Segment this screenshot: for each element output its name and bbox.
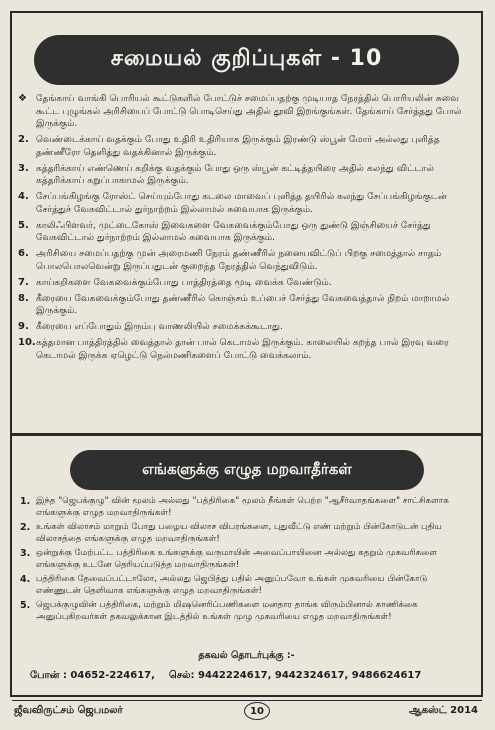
tip-text: தேங்காய் வாங்கி பொரியல் கூட்டுகளில் போட்டுச் சமைப்பதற்கு முடியாத நேரத்தில் பொரியலின் சுவை கூட்ட புழுங்கல் அரிசியைப் போட்டு பொடிசெய்து அதில் தூவி இறங்குங்கள். தேங்காய் சேர்த்தது போல் இருக்கும். xyxy=(36,94,462,129)
request-marker: 5. xyxy=(20,600,31,612)
list-item xyxy=(20,496,470,520)
phone-number: போன் : 04652-224617, xyxy=(30,670,155,681)
list-item xyxy=(18,248,478,273)
page-footer xyxy=(12,700,482,723)
tip-marker: 8. xyxy=(18,292,29,304)
write-to-us-section xyxy=(12,436,481,699)
list-item xyxy=(20,574,470,598)
list-item xyxy=(20,522,470,546)
tip-marker: 9. xyxy=(18,321,29,332)
tip-text: காலிஃபிளவர், முட்டைகோஸ் இவைகளை வேகவைக்கும்போது ஒரு துண்டு இஞ்சியைச் சேர்த்து வேகவிட்டால் துர்நாற்றம் இல்லாமல் சுவையாக இருக்கும். xyxy=(36,220,431,243)
list-item xyxy=(20,548,470,572)
tip-marker: 5. xyxy=(18,219,29,231)
tip-text: கத்தரிக்காய் எண்ணெய் கறிக்கு வதக்கும் போது ஒரு ஸ்பூன் கட்டித்தயிரை அதில் கலந்து விட்டால் கத்தரிக்காய் கறுப்பாகாமல் இருக்கும். xyxy=(36,163,434,186)
tip-text: அரிசியை சமைப்பதற்கு முன் அரைமணி நேரம் தண்ணீரில் நனையவிட்டுப் பிறகு சமைத்தால் சாதம் பொலபொலவென்று இருப்பதுடன் குறைந்த நேரத்தில் வெந்துவிடும். xyxy=(36,249,442,272)
list-item xyxy=(20,600,470,624)
page-frame xyxy=(10,11,483,697)
request-list xyxy=(20,496,470,626)
tip-marker: 4. xyxy=(18,191,29,202)
list-item xyxy=(18,93,478,131)
tip-text: காய்கறிகளை வேகவைக்கும்போது பாத்திரத்தை மூடி வைக்க வேண்டும். xyxy=(36,277,332,288)
tip-marker: 7. xyxy=(18,276,29,288)
list-item xyxy=(18,337,478,362)
tip-marker: 2. xyxy=(18,134,29,145)
list-item xyxy=(18,163,478,188)
tip-text: வெண்டைக்காய் வதக்கும் போது உதிரி உதிரியாக இருக்கும் இரண்டு ஸ்பூன் மோர் அல்லது புளித்த தண்ணீரோ தெளித்து வதக்கினால் இருக்கும். xyxy=(36,135,440,158)
request-text: உங்கள் விலாசம் மாறும் போது பழைய விலாச விபரங்களை, புதுவீட்டு எண் மற்றும் பின்கோடுடன் புதிய விலாசத்தை எங்களுக்கு எழுத மறவாதிருங்கள்! xyxy=(36,522,442,544)
contact-label: தகவல் தொடர்புக்கு :- xyxy=(198,650,295,661)
cooking-tips-section xyxy=(12,13,481,433)
request-text: பத்திரிகை தேவைப்பட்டாலோ, அல்லது ஜெபித்து பதில் அனுப்பவோ உங்கள் முகவரியை பின்கோடு எண்ணுடன் தெளிவாக எங்களுக்கு எழுத மறவாதிருங்கள்! xyxy=(36,574,428,597)
list-item xyxy=(18,220,478,245)
request-text: ஒன்றுக்கு மேற்பட்ட பத்திரிகை உங்களுக்கு வருமாயின் அவைப்பாயினை அல்லது கதறும் முகவரிகளை எங்களுக்கு உடனே தெரியப்படுத்த மறவாதிருங்கள்! xyxy=(36,548,437,570)
publication-name: ஜீவவிருட்சம் ஜெபமலர் xyxy=(14,705,123,716)
contact-line xyxy=(30,670,470,682)
list-item xyxy=(18,321,478,334)
page-number: 10 xyxy=(244,702,270,720)
cell-numbers: செல்: 9442224617, 9442324617, 9486624617 xyxy=(168,670,422,681)
request-marker: 3. xyxy=(20,548,31,560)
tip-marker: 3. xyxy=(18,162,29,174)
list-item xyxy=(18,293,478,318)
request-marker: 1. xyxy=(20,496,31,507)
request-marker: 4. xyxy=(20,574,31,586)
issue-date: ஆகஸ்ட் 2014 xyxy=(408,705,478,716)
tip-marker: 6. xyxy=(18,248,29,259)
request-marker: 2. xyxy=(20,522,31,534)
page-title: சமையல் குறிப்புகள் - 10 xyxy=(34,35,459,85)
tip-marker: ❖ xyxy=(18,93,27,104)
request-text: இந்த "ஜெபக்குழு" வின் மூலம் அல்லது "பத்திரிகை" மூலம் நீங்கள் பெற்ற "ஆசீர்வாதங்களை" சாட்சிகளாக எங்களுக்கு எழுத மறவாதிருங்கள்! xyxy=(36,496,449,518)
list-item xyxy=(18,134,478,159)
section-title: எங்களுக்கு எழுத மறவாதீர்கள் xyxy=(70,450,424,490)
tip-text: கத்தமான பாத்திரத்தில் வைத்தால் தான் பால் கெடாமல் இருக்கும். காலையில் கறந்த பால் இரவு வரை கெடாமல் இருக்க ஏழெட்டு நெல்மணிகளைப் போட்டு வைக்கலாம். xyxy=(36,338,449,361)
tip-text: கீரையை எப்போதும் இரும்பு வாணலியில் சமைக்கக்கூடாது. xyxy=(36,322,283,332)
tip-text: சேப்பங்கிழங்கு ரோஸ்ட் செய்யும்போது கடலை மாவைப் புளித்த தயிரில் கலந்து சேப்பங்கிழங்குடன் சேர்த்துச் வேகவிட்டால் துர்நாற்றம் இல்லாமல் சுவையாக இருக்கும். xyxy=(36,192,447,215)
list-item xyxy=(18,191,478,216)
list-item xyxy=(18,277,478,290)
tip-marker: 10. xyxy=(18,337,36,348)
tips-list xyxy=(18,93,478,366)
request-text: ஜெபக்குழுவின் பத்திரிகை, மற்றும் மிஷனெரிப்பணிகளை மனதார தாங்க விரும்பினால் காணிக்கை அனுப்புகிறவர்கள் தகவலுக்கான இடத்தில் உங்கள் முழு முகவரியை எழுத மறவாதிருங்கள்! xyxy=(36,600,418,623)
tip-text: கீரையை வேகவைக்கும்போது தண்ணீரில் கொஞ்சம் உப்பைச் சேர்த்து வேகவைத்தால் நிறம் மாறாமல் இருக்கும். xyxy=(36,293,450,316)
